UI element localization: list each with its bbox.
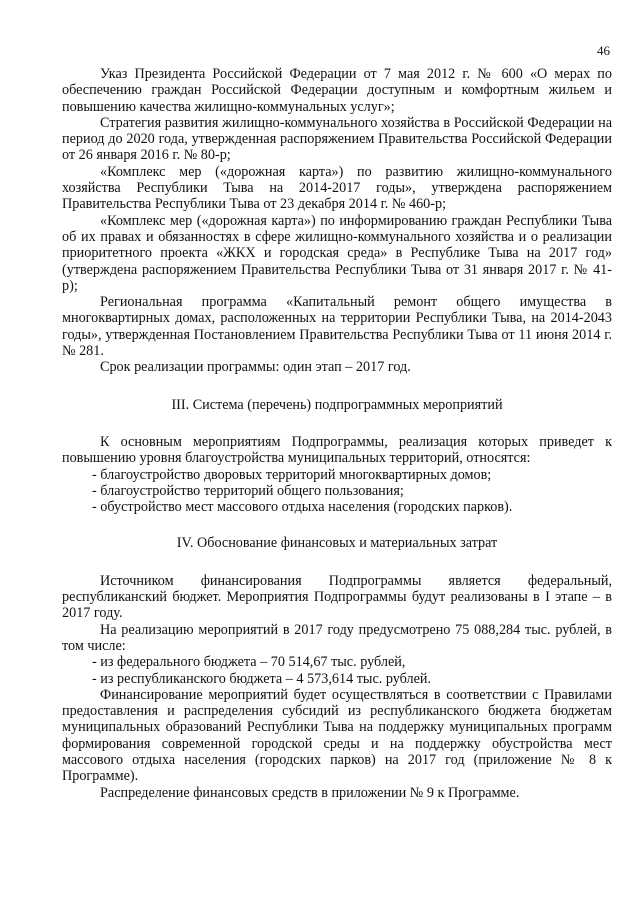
list-item: - из республиканского бюджета – 4 573,614 тыс. рублей. [92, 670, 432, 687]
paragraph-roadmap-development: «Комплекс мер («дорожная карта») по развитию жилищно-коммунального хозяйства Республики Тыва на 2014-2017 годы», утверждена распоряжением Правительства Республики Тыва от 23 декабря 2014 г. № 460-р; [62, 163, 612, 213]
paragraph-funding-distribution: Распределение финансовых средств в приложении № 9 к Программе. [100, 784, 520, 801]
section-3-heading: III. Система (перечень) подпрограммных мероприятий [171, 396, 503, 413]
paragraph-regional-program: Региональная программа «Капитальный ремонт общего имущества в многоквартирных домах, расположенных на территории Республики Тыва, на 2014-2043 годы», утвержденная Постановлением Правительства Республики Тыва от 11 июня 2014 г. № 281. [62, 294, 612, 360]
section-4-list [62, 654, 612, 687]
page-number: 46 [597, 43, 610, 58]
section-3-list [62, 467, 612, 516]
paragraph-program-term: Срок реализации программы: один этап – 2017 год. [100, 359, 411, 376]
paragraph-decree-600: Указ Президента Российской Федерации от 7 мая 2012 г. № 600 «О мерах по обеспечению граждан Российской Федерации доступным и комфортным жильем и повышению качества жилищно-коммунальных услуг»; [62, 66, 612, 115]
list-item: - благоустройство территорий общего пользования; [92, 482, 404, 499]
paragraph-roadmap-informing: «Комплекс мер («дорожная карта») по информированию граждан Республики Тыва об их правах и обязанностях в сфере жилищно-коммунального хозяйства и о реализации приоритетного проекта «ЖКХ и городская среда» в Республике Тыва на 2017 год» (утверждена распоряжением Правительства Республики Тыва от 31 января 2017 г. № 41-р); [62, 212, 612, 294]
paragraph-housing-strategy: Стратегия развития жилищно-коммунального хозяйства в Российской Федерации на период до 2020 года, утвержденная распоряжением Правительства Российской Федерации от 26 января 2016 г. № 80-р; [62, 114, 612, 164]
paragraph-funding-total: На реализацию мероприятий в 2017 году предусмотрено 75 088,284 тыс. рублей, в том числе: [62, 621, 612, 654]
document-body [62, 66, 612, 801]
paragraph-funding-rules: Финансирование мероприятий будет осуществляться в соответствии с Правилами предоставления и распределения субсидий из республиканского бюджета бюджетам муниципальных образований Республики Тыва на поддержку муниципальных программ формирования современной городской среды и на поддержку обустройства мест массового отдыха населения (городских парков) на 2017 год (приложение № 8 к Программе). [62, 686, 612, 785]
list-item: - благоустройство дворовых территорий многоквартирных домов; [92, 466, 492, 483]
paragraph-funding-source: Источником финансирования Подпрограммы является федеральный, республиканский бюджет. Мероприятия Подпрограммы будут реализованы в I этапе – в 2017 году. [62, 572, 612, 622]
list-item: - из федерального бюджета – 70 514,67 тыс. рублей, [92, 654, 406, 671]
list-item: - обустройство мест массового отдыха населения (городских парков). [92, 499, 513, 516]
section-4-heading: IV. Обоснование финансовых и материальных затрат [176, 535, 498, 552]
section-3-intro: К основным мероприятиям Подпрограммы, реализация которых приведет к повышению уровня благоустройства муниципальных территорий, относятся: [62, 433, 612, 467]
